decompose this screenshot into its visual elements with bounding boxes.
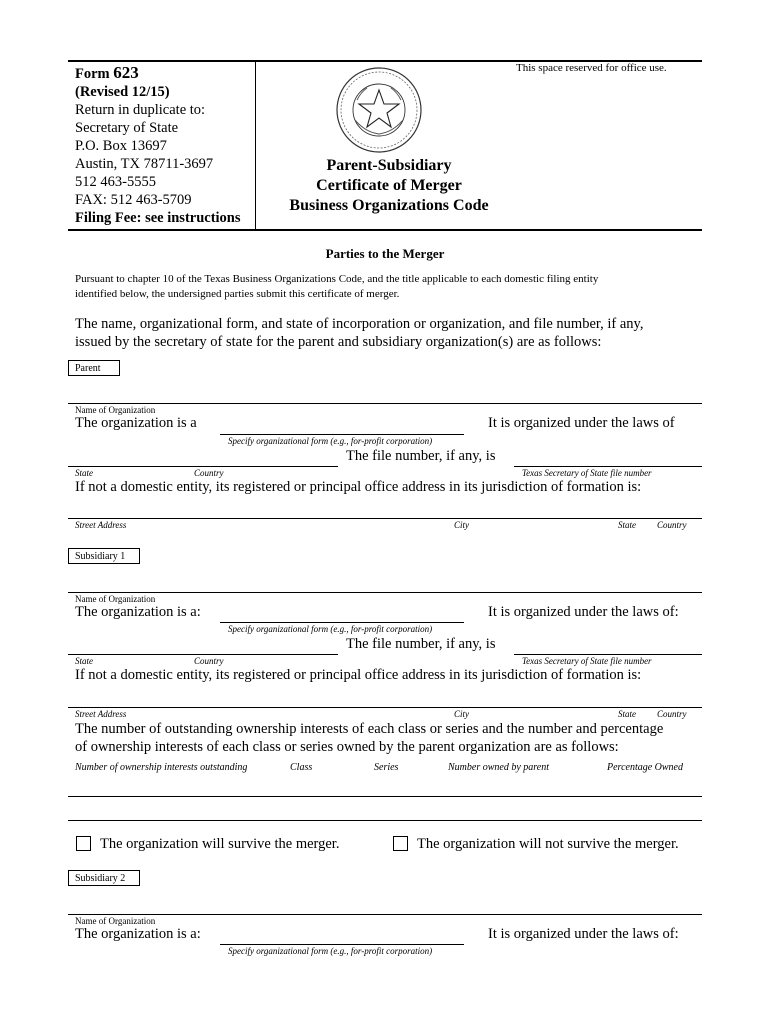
parent-form-hint: Specify organizational form (e.g., for-profit corporation) [228,436,433,446]
header-divider [255,60,256,230]
sub2-form-hint: Specify organizational form (e.g., for-profit corporation) [228,946,433,956]
parent-sos-file-label: Texas Secretary of State file number [522,468,652,478]
sub1-state-field[interactable] [68,654,338,655]
sub1-form-hint: Specify organizational form (e.g., for-profit corporation) [228,624,433,634]
sos-name: Secretary of State [75,120,179,136]
sub1-country-label: Country [194,656,224,666]
sub1-org-is: The organization is a: [75,604,201,620]
sub1-addr-country-label: Country [657,709,687,719]
section-title: Parties to the Merger [325,246,445,261]
parent-box: Parent [68,360,120,376]
parent-addr-country-label: Country [657,520,687,530]
fax: FAX: 512 463-5709 [75,192,192,208]
filing-fee: Filing Fee: see instructions [75,210,241,226]
subsidiary-1-box: Subsidiary 1 [68,548,140,564]
po-box: P.O. Box 13697 [75,138,167,154]
survive-label: The organization will survive the merger. [100,836,340,852]
sub1-address-instruction: If not a domestic entity, its registered or principal office address in its jurisdiction of formation is: [75,667,642,683]
sub2-organized-under: It is organized under the laws of: [488,926,679,942]
sub2-form-field[interactable] [220,944,464,945]
city-zip: Austin, TX 78711-3697 [75,156,214,172]
revised-date: (Revised 12/15) [75,84,170,100]
parent-state-label: State [75,468,93,478]
col-series-header: Series [374,762,399,773]
col-class-header: Class [290,762,313,773]
parent-form-field[interactable] [220,434,464,435]
sub1-organized-under: It is organized under the laws of: [488,604,679,620]
parent-file-number-field[interactable] [514,466,702,467]
form-title: Parent-Subsidiary Certificate of Merger Business Organizations Code [289,157,489,214]
sub2-org-is: The organization is a: [75,926,201,942]
intro-text: Pursuant to chapter 10 of the Texas Business Organizations Code, and the title applicable to each domestic filing entity identified below, the undersigned parties submit this certificate of merger. [75,273,599,300]
sub1-file-number-label: The file number, if any, is [346,636,496,652]
not-survive-checkbox[interactable] [393,836,408,851]
parent-name-label: Name of Organization [75,405,156,415]
sub1-form-field[interactable] [220,622,464,623]
parent-org-is: The organization is a [75,415,197,431]
col-outstanding-header: Number of ownership interests outstanding [75,762,248,773]
sub1-state-label: State [75,656,93,666]
parent-country-label: Country [194,468,224,478]
sub1-file-number-field[interactable] [514,654,702,655]
parent-file-number-label: The file number, if any, is [346,448,496,464]
texas-state-seal-icon [335,66,423,154]
header-bottom-rule [68,229,702,231]
office-use-note: This space reserved for office use. [516,62,667,74]
not-survive-label: The organization will not survive the merger. [417,836,679,852]
phone: 512 463-5555 [75,174,156,190]
ownership-row-1[interactable] [68,796,702,797]
sub1-name-label: Name of Organization [75,594,156,604]
ownership-row-2[interactable] [68,820,702,821]
form-info-block [75,64,241,227]
parent-organized-under: It is organized under the laws of [488,415,675,431]
parent-name-line[interactable] [68,403,702,404]
form-number: Form 623 [75,63,139,82]
col-percentage-header: Percentage Owned [607,762,683,773]
name-instructions: The name, organizational form, and state of incorporation or organization, and file number, if any, issued by the secretary of state for the parent and subsidiary organization(s) are as follows: [75,316,644,350]
parent-street-label: Street Address [75,520,127,530]
parent-address-field[interactable] [68,518,702,519]
parent-address-instruction: If not a domestic entity, its registered or principal office address in its jurisdiction of formation is: [75,479,642,495]
sub1-street-label: Street Address [75,709,127,719]
sub2-name-label: Name of Organization [75,916,156,926]
sub1-address-field[interactable] [68,707,702,708]
sub1-ownership-text: The number of outstanding ownership interests of each class or series and the number and percentage of ownership interests of each class or series owned by the parent organization are as follows: [75,721,664,755]
sub2-name-line[interactable] [68,914,702,915]
sub1-sos-file-label: Texas Secretary of State file number [522,656,652,666]
return-to: Return in duplicate to: [75,102,206,118]
parent-state-field[interactable] [68,466,338,467]
sub1-name-line[interactable] [68,592,702,593]
parent-city-label: City [454,520,469,530]
subsidiary-2-box: Subsidiary 2 [68,870,140,886]
sub1-city-label: City [454,709,469,719]
sub1-addr-state-label: State [618,709,636,719]
survive-checkbox[interactable] [76,836,91,851]
parent-addr-state-label: State [618,520,636,530]
col-owned-header: Number owned by parent [448,762,550,773]
